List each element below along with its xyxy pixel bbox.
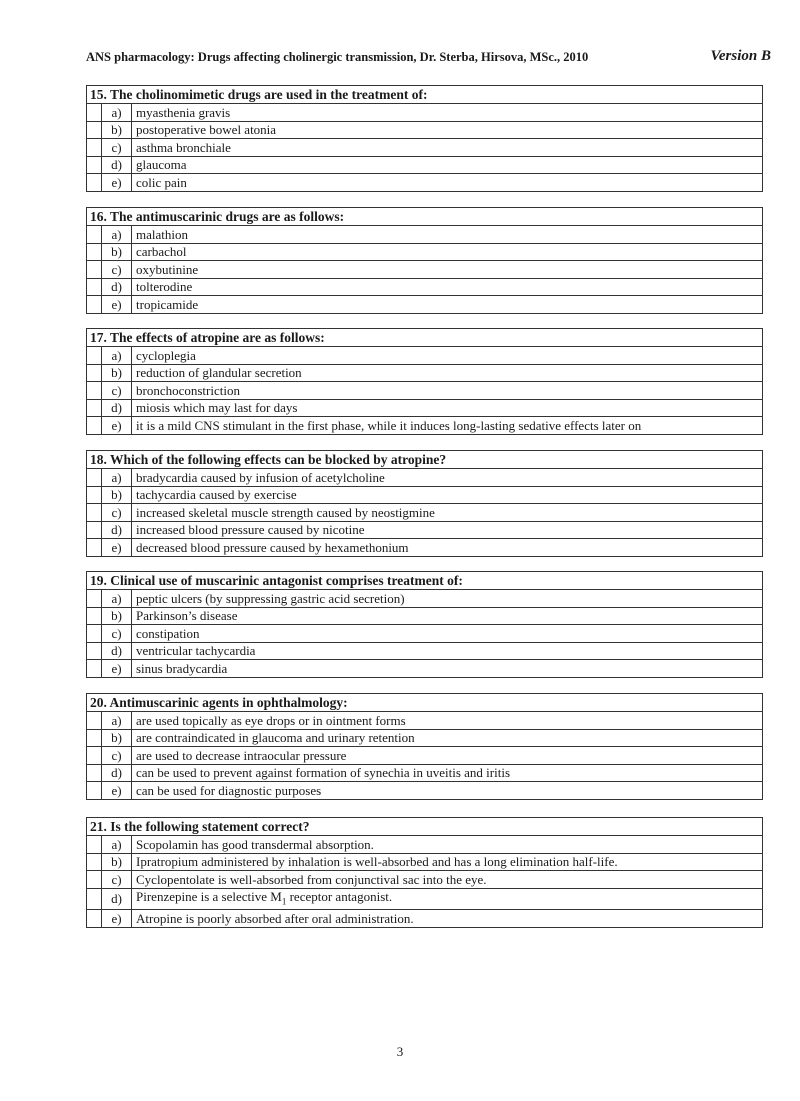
answer-text: Atropine is poorly absorbed after oral administration. (132, 910, 763, 928)
answer-letter: a) (102, 104, 132, 122)
answer-row (87, 382, 763, 400)
answer-row (87, 296, 763, 314)
answer-text: glaucoma (132, 156, 763, 174)
answer-mark-cell (87, 871, 102, 889)
answer-letter: a) (102, 469, 132, 487)
answer-letter: d) (102, 521, 132, 539)
answer-row (87, 399, 763, 417)
question-header-row (87, 572, 763, 590)
answer-letter: e) (102, 782, 132, 800)
answer-text-part: Pirenzepine is a selective M (136, 888, 282, 904)
question-header-row (87, 329, 763, 347)
answer-text: tachycardia caused by exercise (132, 486, 763, 504)
answer-mark-cell (87, 364, 102, 382)
question-table (86, 328, 763, 435)
answer-row (87, 243, 763, 261)
answer-letter: d) (102, 278, 132, 296)
question-block (86, 450, 763, 557)
answer-mark-cell (87, 486, 102, 504)
answer-mark-cell (87, 399, 102, 417)
question-title: 21. Is the following statement correct? (87, 818, 763, 836)
answer-row (87, 469, 763, 487)
answer-row (87, 226, 763, 244)
answer-mark-cell (87, 174, 102, 192)
question-table (86, 817, 763, 928)
answer-letter: b) (102, 121, 132, 139)
answer-text: myasthenia gravis (132, 104, 763, 122)
answer-text: peptic ulcers (by suppressing gastric acid secretion) (132, 590, 763, 608)
answer-mark-cell (87, 121, 102, 139)
answer-row (87, 729, 763, 747)
answer-text-subscript: 1 (281, 896, 287, 907)
page-header (86, 48, 771, 70)
answer-row (87, 782, 763, 800)
answer-row (87, 174, 763, 192)
question-title: 15. The cholinomimetic drugs are used in the treatment of: (87, 86, 763, 104)
question-title: 17. The effects of atropine are as follows: (87, 329, 763, 347)
answer-text: decreased blood pressure caused by hexamethonium (132, 539, 763, 557)
answer-text: malathion (132, 226, 763, 244)
question-block (86, 571, 763, 678)
answer-text: constipation (132, 625, 763, 643)
question-table (86, 693, 763, 800)
answer-text-part: receptor antagonist. (286, 888, 393, 904)
answer-text: increased skeletal muscle strength caused by neostigmine (132, 504, 763, 522)
question-block (86, 693, 763, 800)
answer-letter: b) (102, 729, 132, 747)
question-table (86, 85, 763, 192)
answer-row (87, 347, 763, 365)
answer-letter: e) (102, 539, 132, 557)
answer-letter: a) (102, 226, 132, 244)
question-header-row (87, 208, 763, 226)
answer-row (87, 486, 763, 504)
answer-row (87, 278, 763, 296)
answer-text: can be used to prevent against formation of synechia in uveitis and iritis (132, 764, 763, 782)
answer-letter: e) (102, 910, 132, 928)
question-header-row (87, 451, 763, 469)
answer-mark-cell (87, 729, 102, 747)
answer-letter: c) (102, 747, 132, 765)
answer-mark-cell (87, 888, 102, 910)
answer-mark-cell (87, 243, 102, 261)
answer-mark-cell (87, 417, 102, 435)
answer-text: can be used for diagnostic purposes (132, 782, 763, 800)
answer-letter: e) (102, 417, 132, 435)
answer-mark-cell (87, 382, 102, 400)
answer-text: tolterodine (132, 278, 763, 296)
answer-row (87, 764, 763, 782)
answer-letter: c) (102, 261, 132, 279)
question-header-row (87, 86, 763, 104)
answer-row (87, 607, 763, 625)
answer-mark-cell (87, 226, 102, 244)
answer-row (87, 871, 763, 889)
answer-row (87, 139, 763, 157)
answer-row (87, 521, 763, 539)
answer-mark-cell (87, 712, 102, 730)
answer-letter: d) (102, 888, 132, 910)
question-title: 16. The antimuscarinic drugs are as follows: (87, 208, 763, 226)
answer-letter: a) (102, 590, 132, 608)
answer-mark-cell (87, 296, 102, 314)
answer-mark-cell (87, 625, 102, 643)
answer-letter: c) (102, 139, 132, 157)
answer-letter: d) (102, 642, 132, 660)
answer-letter: c) (102, 382, 132, 400)
answer-letter: c) (102, 625, 132, 643)
answer-letter: e) (102, 296, 132, 314)
answer-row (87, 504, 763, 522)
question-title: 20. Antimuscarinic agents in ophthalmology: (87, 694, 763, 712)
answer-row (87, 712, 763, 730)
answer-row (87, 747, 763, 765)
answer-text: oxybutinine (132, 261, 763, 279)
answer-row (87, 625, 763, 643)
question-header-row (87, 818, 763, 836)
answer-text: it is a mild CNS stimulant in the first phase, while it induces long-lasting sedative effects later on (132, 417, 763, 435)
answer-mark-cell (87, 764, 102, 782)
answer-text: Cyclopentolate is well-absorbed from conjunctival sac into the eye. (132, 871, 763, 889)
answer-text: Ipratropium administered by inhalation is well-absorbed and has a long elimination half-life. (132, 853, 763, 871)
answer-letter: c) (102, 504, 132, 522)
answer-text: Parkinson’s disease (132, 607, 763, 625)
answer-row (87, 104, 763, 122)
answer-text: colic pain (132, 174, 763, 192)
answer-mark-cell (87, 347, 102, 365)
answer-mark-cell (87, 504, 102, 522)
answer-mark-cell (87, 642, 102, 660)
answer-mark-cell (87, 836, 102, 854)
answer-row (87, 642, 763, 660)
answer-text: bronchoconstriction (132, 382, 763, 400)
answer-letter: d) (102, 156, 132, 174)
answer-row (87, 590, 763, 608)
answer-text: Scopolamin has good transdermal absorption. (132, 836, 763, 854)
answer-letter: b) (102, 486, 132, 504)
answer-letter: e) (102, 174, 132, 192)
answer-row (87, 121, 763, 139)
answer-text: cycloplegia (132, 347, 763, 365)
answer-mark-cell (87, 607, 102, 625)
answer-letter: a) (102, 347, 132, 365)
answer-row (87, 888, 763, 910)
answer-row (87, 539, 763, 557)
version-label: Version B (710, 48, 771, 64)
answer-letter: d) (102, 399, 132, 417)
answer-text: are used topically as eye drops or in ointment forms (132, 712, 763, 730)
answer-mark-cell (87, 139, 102, 157)
answer-mark-cell (87, 261, 102, 279)
answer-row (87, 836, 763, 854)
answer-mark-cell (87, 660, 102, 678)
question-header-row (87, 694, 763, 712)
answer-row (87, 853, 763, 871)
answer-text: reduction of glandular secretion (132, 364, 763, 382)
answer-letter: a) (102, 712, 132, 730)
answer-mark-cell (87, 853, 102, 871)
page-number: 3 (396, 1044, 404, 1059)
answer-mark-cell (87, 590, 102, 608)
answer-mark-cell (87, 910, 102, 928)
answer-mark-cell (87, 104, 102, 122)
answer-text: asthma bronchiale (132, 139, 763, 157)
answer-letter: b) (102, 243, 132, 261)
answer-letter: b) (102, 853, 132, 871)
answer-text: carbachol (132, 243, 763, 261)
answer-letter: e) (102, 660, 132, 678)
answer-letter: a) (102, 836, 132, 854)
answer-mark-cell (87, 782, 102, 800)
answer-letter: d) (102, 764, 132, 782)
question-title: 19. Clinical use of muscarinic antagonist comprises treatment of: (87, 572, 763, 590)
answer-row (87, 364, 763, 382)
answer-text: postoperative bowel atonia (132, 121, 763, 139)
answer-mark-cell (87, 521, 102, 539)
answer-text: bradycardia caused by infusion of acetylcholine (132, 469, 763, 487)
question-title: 18. Which of the following effects can be blocked by atropine? (87, 451, 763, 469)
question-block (86, 328, 763, 435)
question-table (86, 207, 763, 314)
answer-mark-cell (87, 156, 102, 174)
answer-text: tropicamide (132, 296, 763, 314)
answer-mark-cell (87, 469, 102, 487)
question-block (86, 85, 763, 192)
answer-text: are used to decrease intraocular pressure (132, 747, 763, 765)
answer-mark-cell (87, 747, 102, 765)
answer-row (87, 156, 763, 174)
answer-row (87, 910, 763, 928)
answer-row (87, 417, 763, 435)
answer-text: are contraindicated in glaucoma and urinary retention (132, 729, 763, 747)
answer-mark-cell (87, 539, 102, 557)
answer-row (87, 660, 763, 678)
question-table (86, 450, 763, 557)
answer-text: miosis which may last for days (132, 399, 763, 417)
answer-letter: b) (102, 364, 132, 382)
answer-text: increased blood pressure caused by nicotine (132, 521, 763, 539)
answer-letter: b) (102, 607, 132, 625)
question-block (86, 207, 763, 314)
answer-text (132, 888, 763, 910)
question-block (86, 817, 763, 928)
document-title: ANS pharmacology: Drugs affecting cholinergic transmission, Dr. Sterba, Hirsova, MSc., 2010 (86, 50, 589, 64)
answer-text: ventricular tachycardia (132, 642, 763, 660)
answer-letter: c) (102, 871, 132, 889)
question-table (86, 571, 763, 678)
answer-row (87, 261, 763, 279)
answer-text: sinus bradycardia (132, 660, 763, 678)
answer-mark-cell (87, 278, 102, 296)
